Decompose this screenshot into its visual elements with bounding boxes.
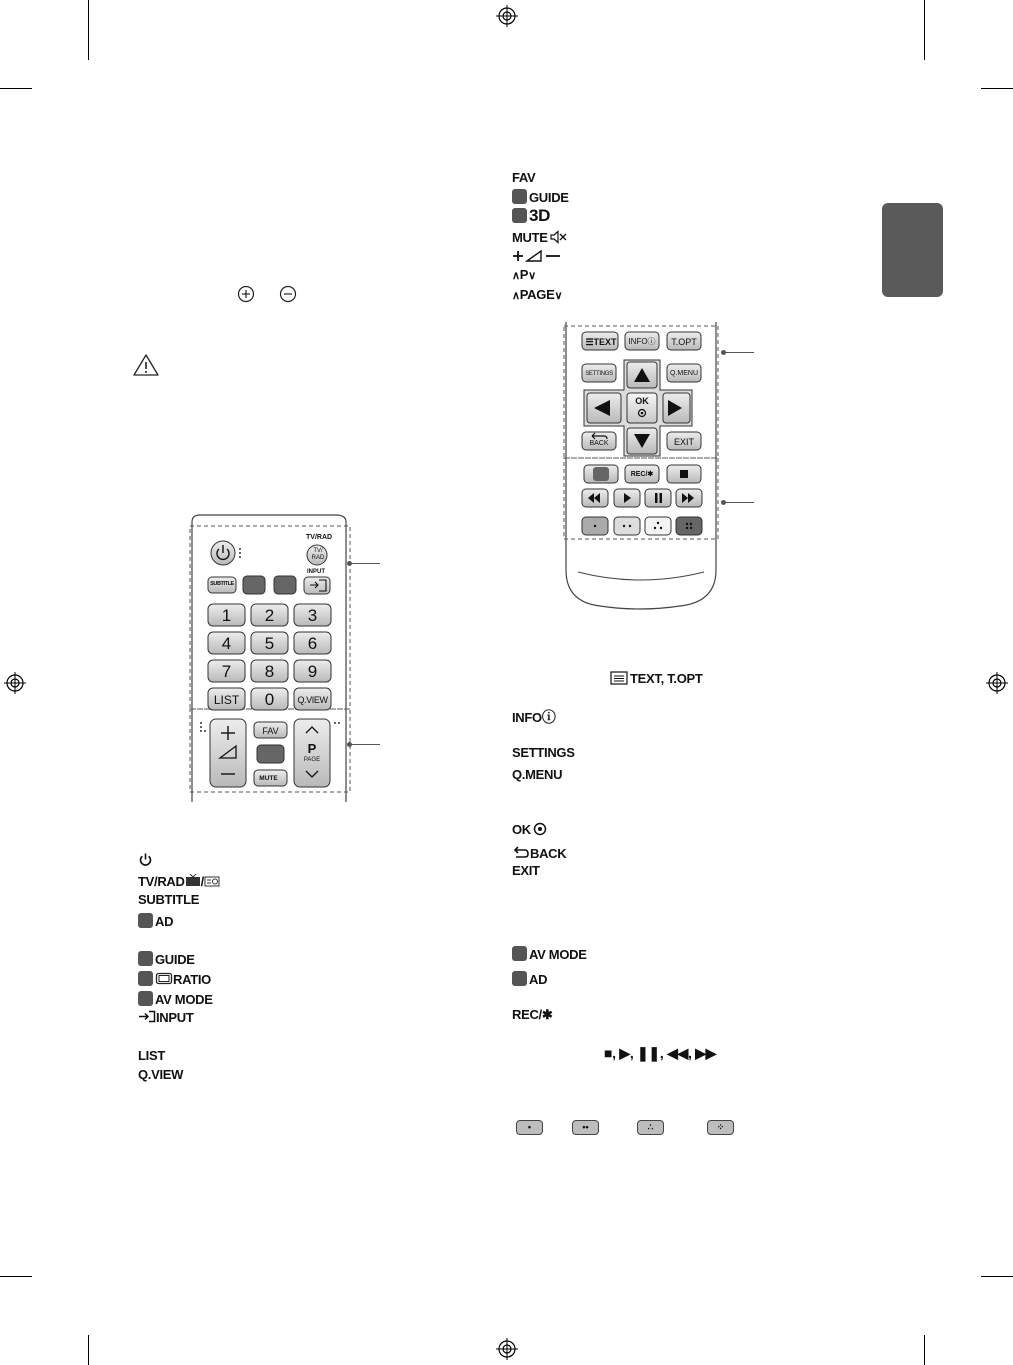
mute-icon — [550, 230, 568, 244]
ok-button[interactable]: OK — [635, 396, 649, 406]
registration-mark-icon — [496, 5, 518, 27]
callout-line — [350, 744, 380, 745]
legend-playback-controls: ■, ▶, ❚❚, ◀◀, ▶▶ — [604, 1045, 717, 1061]
legend-av-mode — [138, 991, 213, 1008]
list-button[interactable]: LIST — [213, 693, 240, 707]
digit-3-button[interactable]: 3 — [307, 606, 318, 625]
tv-rad-top-label: TV/RAD — [306, 534, 333, 541]
crop-mark — [981, 88, 1013, 89]
legend-back — [512, 845, 566, 862]
crop-mark — [981, 1276, 1013, 1277]
legend-ad-right — [512, 971, 547, 988]
legend-list: LIST — [138, 1048, 165, 1063]
legend-page — [512, 287, 562, 304]
stop-icon: ■ — [604, 1045, 613, 1061]
legend-qmenu: Q.MENU — [512, 767, 563, 782]
info-icon: ⓘ — [647, 337, 656, 346]
legend-guide-right-text: GUIDE — [529, 190, 569, 205]
yellow-key-swatch — [138, 991, 153, 1006]
red-key-swatch — [138, 951, 153, 966]
legend-exit: EXIT — [512, 863, 540, 878]
legend-ratio — [138, 971, 211, 988]
legend-3d-text: 3D — [529, 206, 551, 225]
crop-mark — [924, 1335, 925, 1365]
language-tab — [882, 203, 943, 297]
legend-av-mode-right-text: AV MODE — [529, 947, 587, 962]
radio-icon — [204, 874, 220, 887]
mute-button[interactable]: MUTE — [259, 775, 278, 782]
digit-6-button[interactable]: 6 — [307, 634, 318, 653]
tv-rad-button[interactable]: TV/ RAD — [311, 548, 325, 561]
up-chevron-icon: ∧ — [512, 270, 520, 282]
legend-text-topt-text: TEXT, T.OPT — [630, 671, 703, 686]
legend-settings: SETTINGS — [512, 745, 575, 760]
minus-circle-icon — [279, 285, 297, 303]
info-button[interactable] — [625, 333, 659, 351]
pause-icon: ❚❚ — [637, 1045, 660, 1061]
digit-8-button[interactable]: 8 — [264, 662, 275, 681]
legend-ad-right-text: AD — [529, 972, 548, 987]
teletext-icon — [610, 671, 628, 685]
qview-button[interactable]: Q.VIEW — [297, 695, 328, 705]
tv-icon — [185, 874, 201, 887]
fast-forward-icon: ▶▶ — [695, 1045, 717, 1061]
legend-subtitle: SUBTITLE — [138, 892, 200, 907]
rec-button[interactable]: REC/✱ — [630, 471, 654, 478]
green-key-swatch — [512, 208, 527, 223]
legend-guide — [138, 951, 195, 968]
info-icon: ⓘ — [541, 709, 556, 725]
ok-icon — [533, 822, 547, 836]
volume-icon — [512, 248, 562, 264]
legend-tv-rad-text: TV/RAD — [138, 874, 185, 889]
legend-guide-right — [512, 189, 569, 206]
red-key-pill: • — [516, 1120, 543, 1135]
yellow-key-pill: ∴ — [637, 1120, 664, 1135]
power-icon — [138, 852, 153, 867]
qmenu-button[interactable]: Q.MENU — [670, 370, 698, 377]
digit-2-button[interactable]: 2 — [264, 606, 275, 625]
legend-page-text: PAGE — [519, 287, 555, 302]
up-chevron-icon: ∧ — [512, 290, 520, 302]
legend-text-topt — [610, 671, 703, 687]
legend-mute — [512, 230, 568, 246]
down-chevron-icon: ∨ — [554, 290, 563, 302]
crop-mark — [88, 0, 89, 60]
legend-program — [512, 267, 536, 284]
settings-button[interactable]: SETTINGS — [585, 371, 613, 377]
callout-line — [724, 502, 754, 503]
fav-button[interactable]: FAV — [262, 726, 279, 736]
play-icon: ▶ — [619, 1045, 630, 1061]
legend-rec: REC/✱ — [512, 1007, 553, 1022]
legend-input — [138, 1010, 194, 1026]
input-top-label: INPUT — [307, 569, 325, 575]
ratio-icon — [155, 972, 173, 985]
registration-mark-icon — [4, 672, 26, 694]
red-key-swatch — [512, 971, 527, 986]
red-key-swatch — [512, 189, 527, 204]
legend-ok — [512, 822, 547, 838]
digit-9-button[interactable]: 9 — [307, 662, 318, 681]
legend-fav: FAV — [512, 170, 536, 185]
text-button-label: TEXT — [593, 337, 617, 347]
text-button[interactable] — [583, 333, 619, 351]
topt-button[interactable]: T.OPT — [671, 337, 697, 347]
rewind-icon: ◀◀ — [667, 1045, 688, 1061]
legend-ratio-text: RATIO — [173, 972, 211, 987]
legend-program-text: P — [519, 267, 529, 282]
legend-av-mode-text: AV MODE — [155, 992, 213, 1007]
teletext-icon: ☰ — [585, 337, 594, 347]
legend-input-text: INPUT — [156, 1010, 194, 1025]
registration-mark-icon — [986, 672, 1008, 694]
input-icon — [138, 1010, 156, 1023]
legend-3d — [512, 208, 550, 225]
digit-7-button[interactable]: 7 — [221, 662, 232, 681]
crop-mark — [0, 1276, 32, 1277]
crop-mark — [924, 0, 925, 60]
legend-qview: Q.VIEW — [138, 1067, 184, 1082]
plus-circle-icon — [237, 285, 255, 303]
red-key-swatch — [512, 946, 527, 961]
crop-mark — [0, 88, 32, 89]
legend-ad-text: AD — [155, 914, 174, 929]
callout-line — [350, 563, 380, 564]
green-key-swatch — [138, 971, 153, 986]
digit-4-button[interactable]: 4 — [221, 634, 232, 653]
callout-line — [724, 352, 754, 353]
legend-av-mode-right — [512, 946, 587, 963]
info-button-label: INFO — [628, 337, 648, 346]
blue-key-pill: ⁘ — [707, 1120, 734, 1135]
legend-back-text: BACK — [530, 846, 567, 861]
digit-1-button[interactable]: 1 — [221, 606, 232, 625]
legend-mute-text: MUTE — [512, 230, 548, 245]
program-p-label: P — [307, 741, 317, 756]
red-key-swatch — [138, 913, 153, 928]
back-button[interactable]: BACK — [589, 440, 609, 447]
program-page-label: PAGE — [303, 757, 321, 763]
legend-ok-text: OK — [512, 822, 531, 837]
legend-info-text: INFO — [512, 710, 542, 725]
legend-tv-rad: TV/RAD / — [138, 874, 220, 890]
subtitle-button[interactable]: SUBTITLE — [210, 581, 234, 587]
down-chevron-icon: ∨ — [528, 270, 536, 282]
legend-info — [512, 709, 556, 726]
digit-0-button[interactable]: 0 — [264, 690, 275, 709]
back-arrow-icon — [512, 845, 530, 859]
left-remote-illustration — [186, 512, 386, 802]
digit-5-button[interactable]: 5 — [264, 634, 275, 653]
crop-mark — [88, 1335, 89, 1365]
legend-ad — [138, 913, 173, 930]
registration-mark-icon — [496, 1338, 518, 1360]
green-key-pill: •• — [572, 1120, 599, 1135]
exit-button[interactable]: EXIT — [673, 437, 694, 447]
warning-triangle-icon — [132, 353, 160, 377]
legend-guide-text: GUIDE — [155, 952, 195, 967]
